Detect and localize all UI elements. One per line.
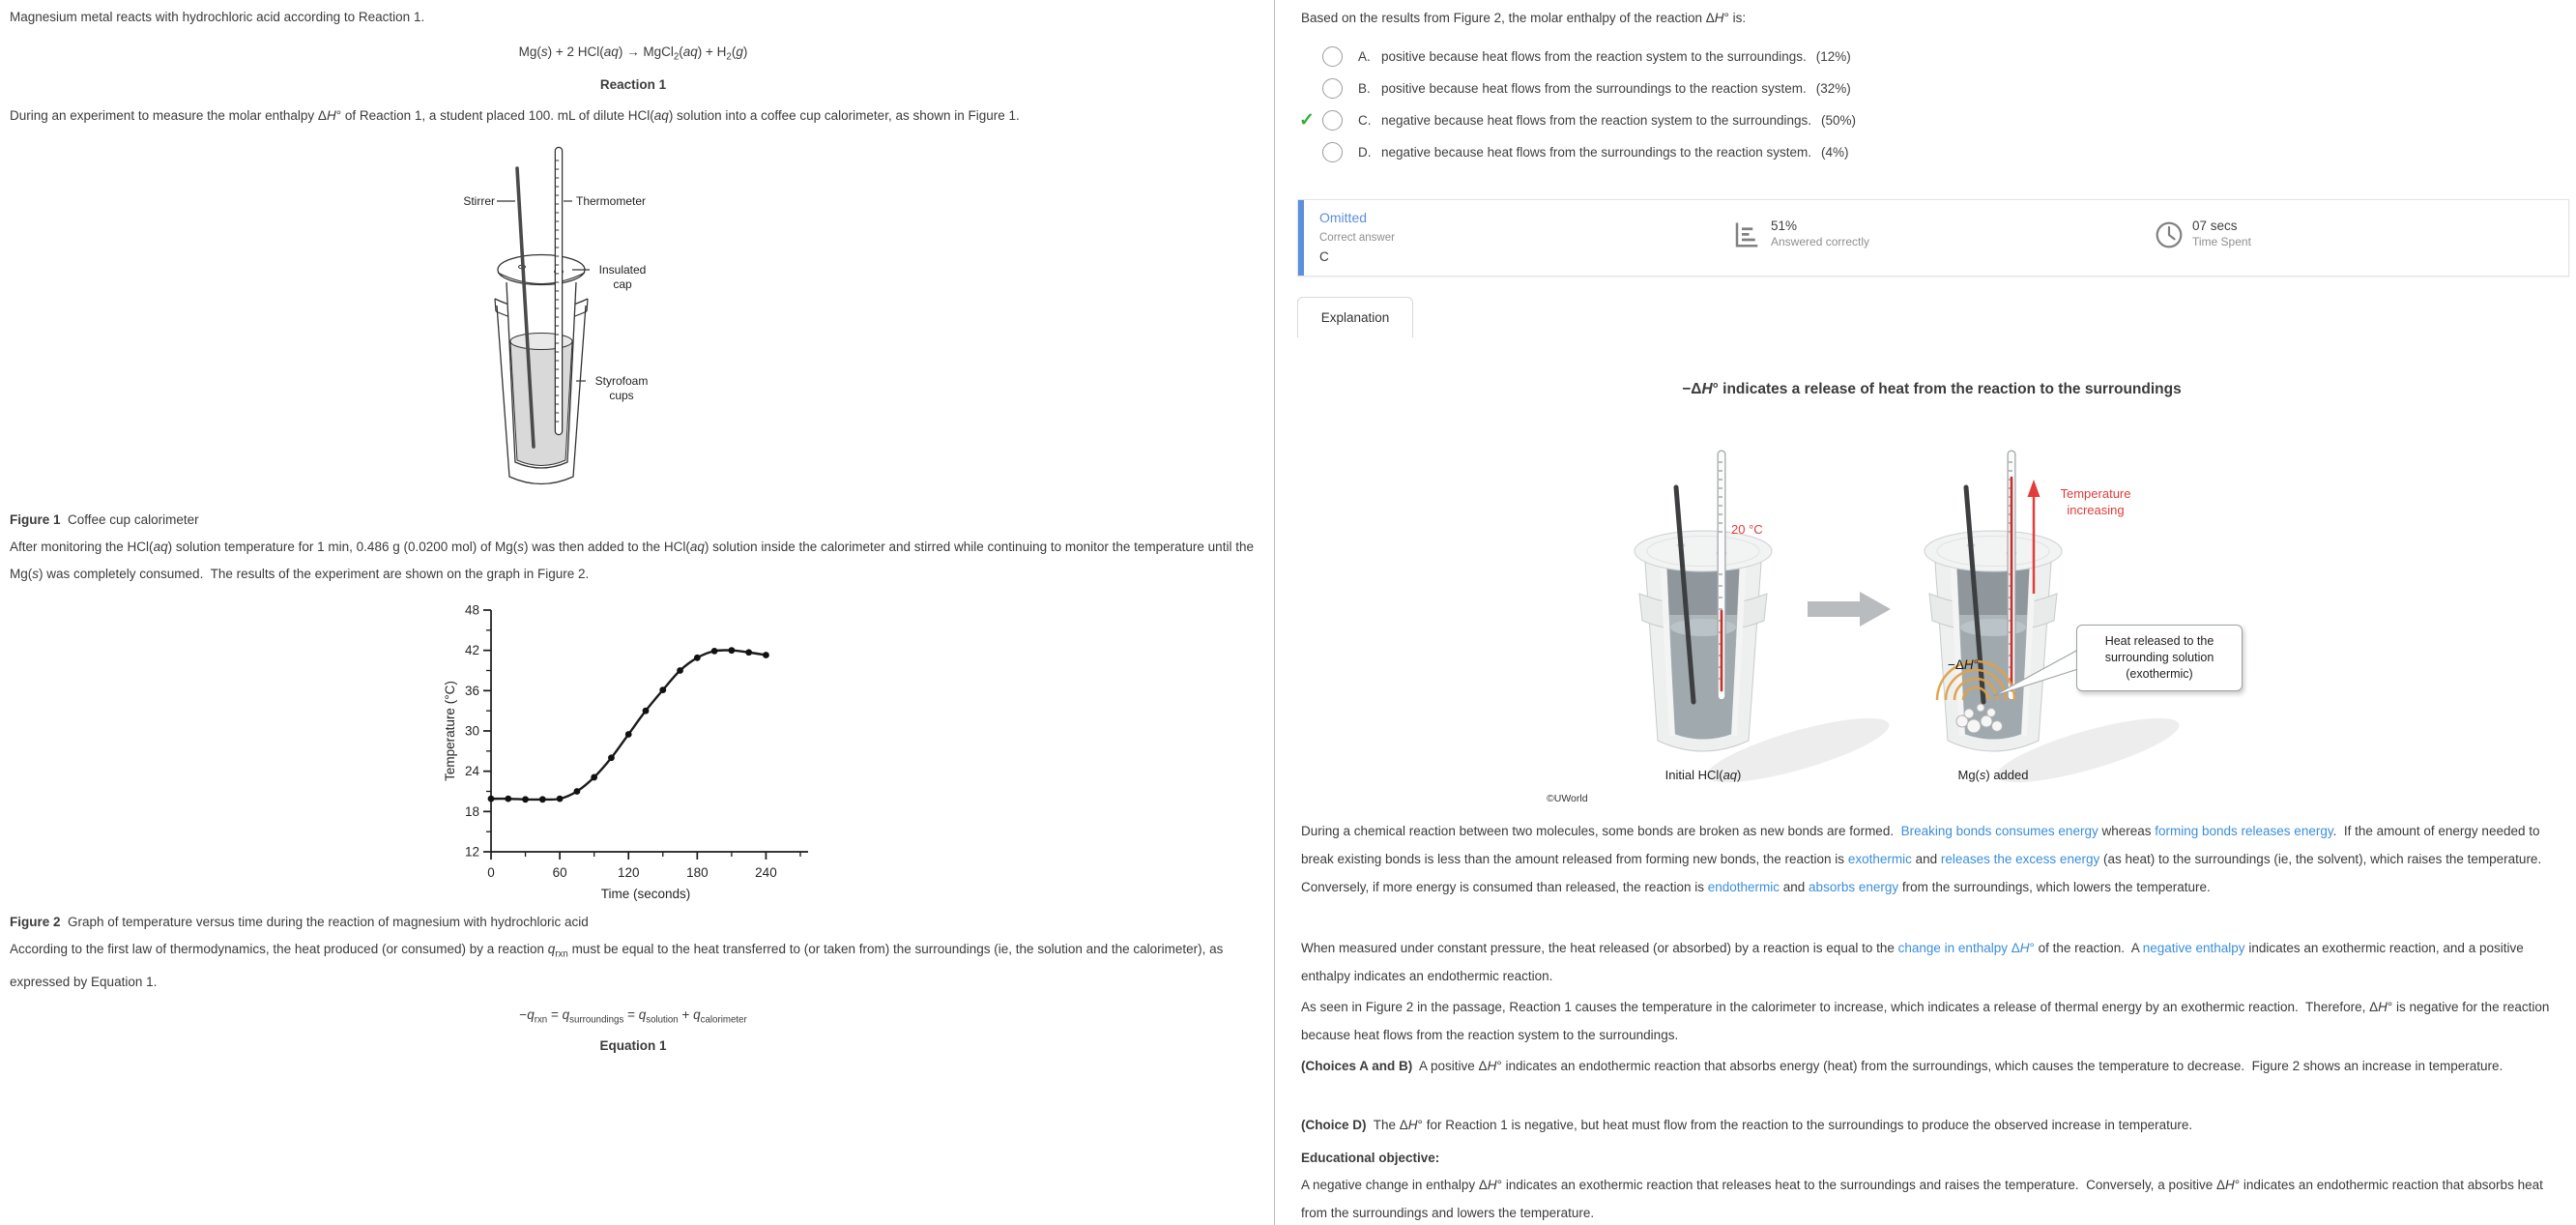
explanation-choices-ab: (Choices A and B) A positive ΔH° indicates an endothermic reaction that absorbs energy (heat) from the surroundings, which causes the temperature to decrease. Figure 2 shows an increase in temperature.: [1301, 1059, 2504, 1073]
thermometer-label: Thermometer: [576, 194, 647, 208]
explanation-paragraph-3: As seen in Figure 2 in the passage, Reaction 1 causes the temperature in the calorimeter to increase, which indicates a release of thermal energy by an exothermic reaction. Therefore, ΔH° is negative for the reaction because heat flows from the reaction system to the surroundings.: [1301, 1000, 2554, 1042]
reacting-cup-caption: Mg(s) added: [1957, 768, 2029, 782]
option-row-d[interactable]: [1293, 136, 2550, 168]
reacting-calorimeter: [1925, 454, 2062, 751]
passage-panel: [0, 0, 1274, 1225]
insulated-cap-label: Insulated cap: [598, 263, 647, 291]
heat-released-callout: Heat released to the surrounding solution (exothermic): [2076, 625, 2243, 691]
option-percent: (12%): [1815, 49, 1851, 64]
option-percent: (32%): [1815, 81, 1851, 96]
option-text: positive because heat flows from the reaction system to the surroundings.: [1381, 49, 1807, 64]
option-letter: D.: [1358, 145, 1372, 160]
answer-options: [1288, 41, 2563, 176]
educational-objective-heading: Educational objective:: [1301, 1151, 1440, 1165]
time-spent-label: Time Spent: [2192, 235, 2251, 248]
figure1-caption-number: Figure 1: [10, 512, 61, 527]
initial-temperature-label: 20 °C: [1731, 522, 1763, 537]
equation-1: $-q_{rxn} = q_{surroundings} = q_{solution} + q_{calorimeter}$: [519, 1007, 747, 1026]
question-panel: [1288, 0, 2576, 1225]
svg-text:180: 180: [686, 865, 709, 880]
time-spent-value: 07 secs: [2192, 219, 2238, 233]
passage-paragraph-1: Magnesium metal reacts with hydrochloric acid according to Reaction 1.: [10, 10, 425, 24]
option-letter: C.: [1358, 113, 1372, 128]
option-percent: (4%): [1821, 145, 1849, 160]
option-row-b[interactable]: [1293, 73, 2550, 104]
explanation-figure: [1539, 410, 2409, 814]
radio-option-d[interactable]: [1322, 142, 1343, 162]
svg-text:Time (seconds): Time (seconds): [600, 887, 691, 901]
explanation-paragraph-1: During a chemical reaction between two molecules, some bonds are broken as new bonds are formed. Breaking bonds consumes energy whereas forming bonds releases energy. If the amount of energy needed to break existing bonds is less than the amount released from forming new bonds, the reaction is exothermic and releases the excess energy (as heat) to the surroundings (ie, the solvent), which raises the temperature. Conversely, if more energy is consumed than released, the reaction is endothermic and absorbs energy from the surroundings, which lowers the temperature.: [1301, 824, 2549, 894]
option-row-c[interactable]: [1293, 104, 2550, 136]
reaction-label: Reaction 1: [599, 77, 667, 92]
option-letter: B.: [1358, 81, 1371, 96]
tab-explanation[interactable]: Explanation: [1297, 297, 1413, 337]
result-stats-box: [1297, 199, 2569, 277]
transition-arrow-icon: [1808, 592, 1891, 627]
equation-1-label: Equation 1: [599, 1038, 667, 1053]
explanation-heading: −ΔH° indicates a release of heat from the reaction to the surroundings: [1682, 381, 2182, 397]
question-text: Based on the results from Figure 2, the molar enthalpy of the reaction ΔH° is:: [1301, 11, 1747, 25]
panel-divider: [1274, 0, 1275, 1225]
uworld-credit: ©UWorld: [1547, 793, 1588, 804]
svg-text:30: 30: [464, 723, 479, 739]
figure2-caption-text: Graph of temperature versus time during the reaction of magnesium with hydrochloric acid: [60, 915, 589, 929]
calorimeter-comparison-art: [1539, 410, 2409, 814]
radio-option-b[interactable]: [1322, 78, 1343, 99]
passage-paragraph-4: According to the first law of thermodynamics, the heat produced (or consumed) by a reaction $q_{rxn}$ must be equal to the heat transferred to (or taken from) the surroundings (ie, the solution and the calorimeter), as expressed by Equation 1.: [10, 942, 1228, 989]
figure1-caption: [10, 507, 1262, 534]
svg-text:12: 12: [464, 844, 479, 860]
figure2-caption: [10, 909, 1262, 936]
option-text: negative because heat flows from the surroundings to the reaction system.: [1381, 145, 1811, 160]
svg-text:0: 0: [487, 865, 495, 880]
svg-text:36: 36: [464, 683, 479, 698]
stirrer-label: Stirrer: [463, 194, 495, 208]
radio-option-c[interactable]: [1322, 110, 1343, 131]
figure2-caption-number: Figure 2: [10, 915, 61, 929]
svg-text:Temperature (°C): Temperature (°C): [443, 681, 457, 781]
clock-icon: [2154, 218, 2185, 252]
correct-checkmark-icon: ✓: [1299, 110, 1315, 131]
svg-text:120: 120: [617, 865, 640, 880]
negative-enthalpy-label: −ΔH°: [1948, 657, 1980, 672]
answered-correctly-stat: [1732, 218, 1869, 252]
option-text: negative because heat flows from the reaction system to the surroundings.: [1381, 113, 1811, 128]
correct-answer-value: C: [1319, 249, 1329, 264]
svg-text:42: 42: [464, 643, 479, 658]
educational-objective-text: A negative change in enthalpy ΔH° indicates an exothermic reaction that releases heat to the surroundings and raises the temperature. Conversely, a positive ΔH° indicates an endothermic reaction that absorbs heat from the surroundings and lowers the temperature.: [1301, 1178, 2547, 1220]
temperature-increasing-label: Temperature increasing: [2060, 486, 2131, 517]
passage-paragraph-2: During an experiment to measure the molar enthalpy ΔH° of Reaction 1, a student placed 100. mL of dilute HCl(aq) solution into a coffee cup calorimeter, as shown in Figure 1.: [10, 108, 1020, 123]
svg-text:240: 240: [755, 865, 777, 880]
explanation-choice-d: (Choice D) The ΔH° for Reaction 1 is negative, but heat must flow from the reaction to the surroundings to produce the observed increase in temperature.: [1301, 1118, 2193, 1132]
initial-cup-caption: Initial HCl(aq): [1664, 768, 1742, 782]
svg-text:18: 18: [464, 803, 479, 819]
styrofoam-cups-label: Styrofoam cups: [594, 374, 649, 402]
option-percent: (50%): [1821, 113, 1857, 128]
percent-correct-value: 51%: [1771, 219, 1798, 233]
time-spent-stat: [2154, 218, 2251, 252]
svg-text:24: 24: [464, 764, 479, 779]
figure2-graph: [435, 596, 841, 907]
passage-paragraph-3: After monitoring the HCl(aq) solution temperature for 1 min, 0.486 g (0.0200 mol) of Mg(s) was then added to the HCl(aq) solution inside the calorimeter and stirred while continuing to monitor the temperature until the Mg(s) was completely consumed. The results of the experiment are shown on the graph in Figure 2.: [10, 540, 1258, 581]
correct-answer-label: Correct answer: [1319, 232, 1395, 244]
svg-text:48: 48: [464, 602, 479, 618]
radio-option-a[interactable]: [1322, 46, 1343, 67]
status-accent-bar: [1298, 200, 1304, 276]
svg-text:60: 60: [552, 865, 567, 880]
figure1-calorimeter: [425, 141, 706, 509]
bar-chart-icon: [1732, 218, 1761, 252]
initial-calorimeter: [1635, 454, 1772, 751]
explanation-paragraph-2: When measured under constant pressure, the heat released (or absorbed) by a reaction is equal to the change in enthalpy ΔH° of the reaction. A negative enthalpy indicates an exothermic reaction, and a positive enthalpy indicates an endothermic reaction.: [1301, 941, 2528, 983]
percent-correct-label: Answered correctly: [1771, 235, 1870, 248]
result-status: Omitted: [1319, 210, 1368, 225]
figure2-chart: [435, 596, 841, 907]
figure1-caption-text: Coffee cup calorimeter: [60, 512, 199, 527]
reaction-equation: Mg(s) + 2 HCl(aq) → MgCl$_2$(aq) + $H_2(g)$: [518, 44, 748, 63]
option-text: positive because heat flows from the surroundings to the reaction system.: [1381, 81, 1807, 96]
option-letter: A.: [1358, 49, 1371, 64]
option-row-a[interactable]: [1293, 41, 2550, 73]
